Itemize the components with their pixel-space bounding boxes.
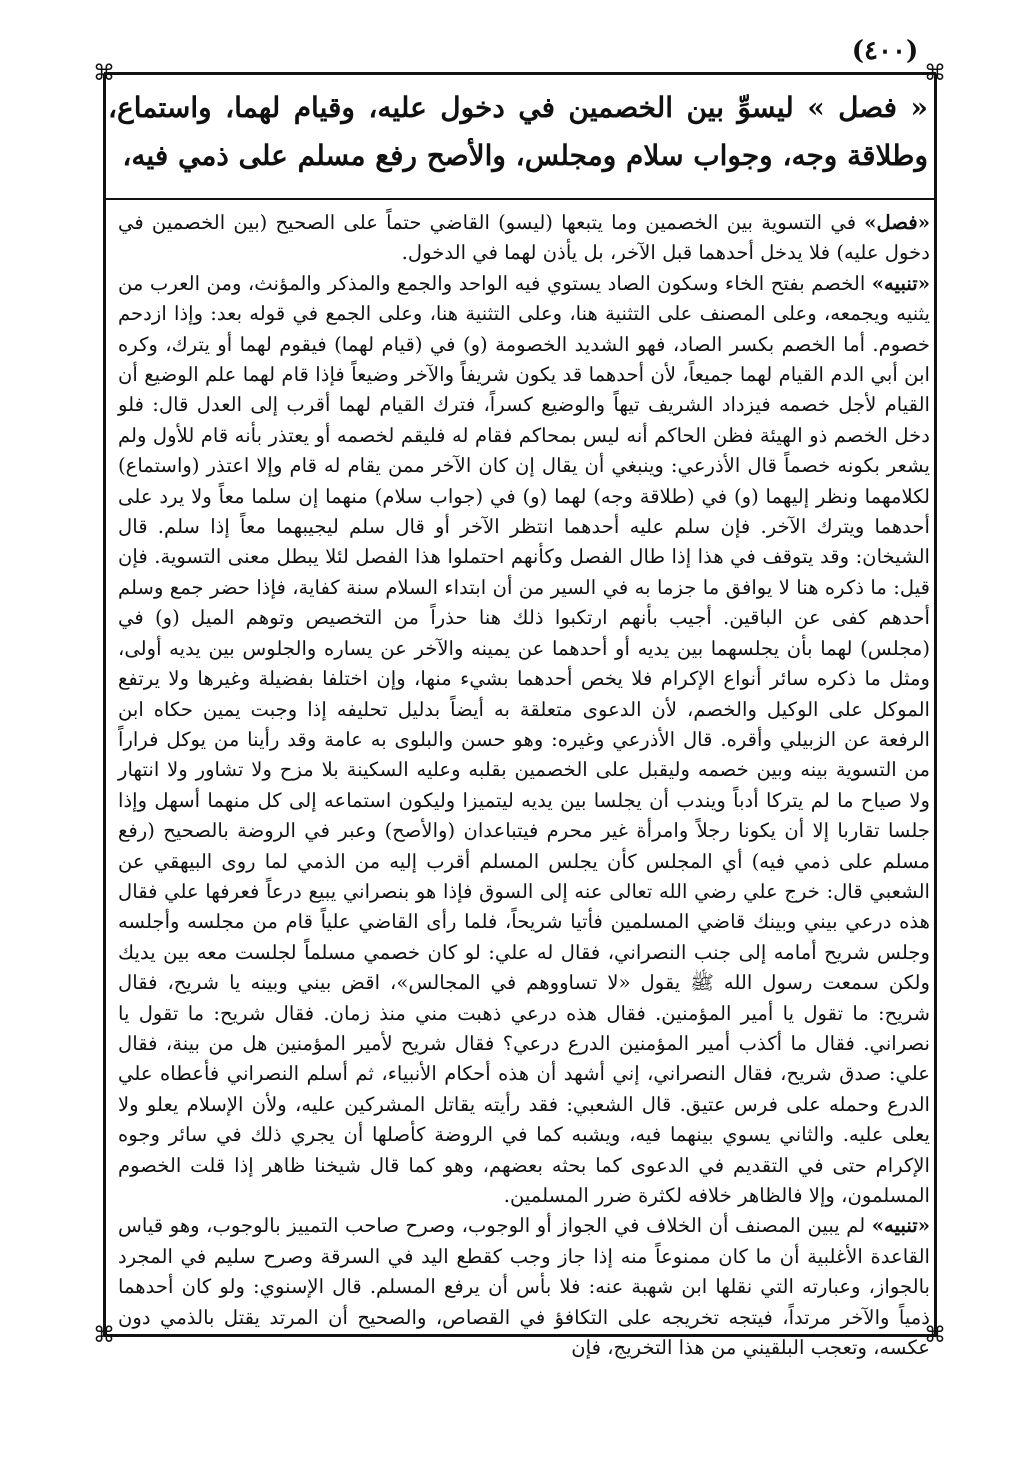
sharh-paragraph-3 <box>118 1211 930 1363</box>
frame-right-rule <box>934 74 937 1336</box>
paragraph-text: الخصم بفتح الخاء وسكون الصاد يستوي فيه الواحد والجمع والمذكر والمؤنث، ومن العرب من يثنيه ويجمعه، وعلى المصنف على التثنية هنا، وعلى التثنية هنا، وعلى الجمع في قوله بعد: وإذا ازدحم خصوم. أما الخصم بكسر الصاد، فهو الشديد الخصومة (و) في (قيام لهما) فيقوم لهما أو يترك، وكره ابن أبي الدم القيام لهما جميعاً، لأن أحدهما قد يكون شريفاً والآخر وضيعاً فإذا قام لهما علم الوضيع أن القيام لأجل خصمه فيزداد الشريف تيهاً والوضيع كسراً، فترك القيام لهما أقرب إلى العدل قال: فلو دخل الخصم ذو الهيئة فظن الحاكم أنه ليس بمحاكم فقام له فليقم لخصمه أو يعتذر بأنه قام للأول ولم يشعر بكونه خصماً قال الأذرعي: وينبغي أن يقال إن كان الآخر ممن يقام له قام وإلا اعتذر (واستماع) لكلامهما ونظر إليهما (و) في (طلاقة وجه) لهما (و) في (جواب سلام) منهما إن سلما معاً ولا يرد على أحدهما ويترك الآخر. فإن سلم عليه أحدهما انتظر الآخر أو قال سلم ليجيبهما معاً إذا سلم. قال الشيخان: وقد يتوقف في هذا إذا طال الفصل وكأنهم احتملوا هذا الفصل لئلا يبطل معنى التسوية. فإن قيل: ما ذكره هنا لا يوافق ما جزما به في السير من أن ابتداء السلام سنة كفاية، فإذا حضر جمع وسلم أحدهم كفى عن الباقين. أجيب بأنهم ارتكبوا ذلك هنا حذراً من التخصيص وتوهم الميل (و) في (مجلس) لهما بأن يجلسهما بين يديه أو أحدهما عن يمينه والآخر عن يساره والجلوس بين يديه أولى، ومثل ما ذكره سائر أنواع الإكرام فلا يخص أحدهما بشيء منها، وإن اختلفا بفضيلة وغيرها ولا يرتفع الموكل على الوكيل والخصم، لأن الدعوى متعلقة به أيضاً بدليل تحليفه إذا وجبت يمين حكاه ابن الرفعة عن الزبيلي وأقره. قال الأذرعي وغيره: وهو حسن والبلوى به عامة وقد رأينا من يوكل فراراً من التسوية بينه وبين خصمه وليقبل على الخصمين بقلبه وعليه السكينة بلا مزح ولا تشاور ولا انتهار ولا صياح ما لم يتركا أدباً ويندب أن يجلسا بين يديه ليتميزا وليكون استماعه إلى كل منهما أسهل وإذا جلسا تقاربا إلا أن يكونا رجلاً وامرأة غير محرم فيتباعدان (والأصح) وعبر في الروضة بالصحيح (رفع مسلم على ذمي فيه) أي المجلس كأن يجلس المسلم أقرب إليه من الذمي لما روى البيهقي عن الشعبي قال: خرج علي رضي الله تعالى عنه إلى السوق فإذا هو بنصراني يبيع درعاً فعرفها علي فقال هذه درعي بيني وبينك قاضي المسلمين فأتيا شريحاً، فلما رأى القاضي علياً قام من مجلسه وأجلسه وجلس شريح أمامه إلى جنب النصراني، فقال له علي: لو كان خصمي مسلماً لجلست معه بين يديك ولكن سمعت رسول الله ﷺ يقول «لا تساووهم في المجالس»، اقض بيني وبينه يا شريح، فقال شريح: ما تقول يا أمير المؤمنين. فقال هذه درعي ذهبت مني منذ زمان. فقال شريح: ما تقول يا نصراني. فقال ما أكذب أمير المؤمنين الدرع درعي؟ فقال شريح لأمير المؤمنين هل من بينة، فقال علي: صدق شريح، فقال النصراني، إني أشهد أن هذه أحكام الأنبياء، ثم أسلم النصراني فأعطاه علي الدرع وحمله على فرس عتيق. قال الشعبي: فقد رأيته يقاتل المشركين عليه، ولأن الإسلام يعلو ولا يعلى عليه. والثاني يسوي بينهما فيه، ويشبه كما في الروضة كأصلها أن يجري ذلك في سائر وجوه الإكرام حتى في التقديم في الدعوى كما بحثه بعضهم، وهو كما قال شيخنا ظاهر إذا قلت الخصوم المسلمون، وإلا فالظاهر خلافه لكثرة ضرر المسلمين. <box>118 271 930 1207</box>
matn-heading: « فصل » <box>807 91 928 124</box>
matn-block <box>108 84 928 190</box>
paragraph-text: في التسوية بين الخصمين وما يتبعها (ليسو) القاضي حتماً على الصحيح (بين الخصمين في دخول عليه) فلا يدخل أحدهما قبل الآخر، بل يأذن لهما في الدخول. <box>118 211 930 265</box>
sharh-block <box>118 208 930 1360</box>
paragraph-lead: «تنبيه» <box>871 271 930 295</box>
paragraph-text: لم يبين المصنف أن الخلاف في الجواز أو الوجوب، وصرح صاحب التمييز بالوجوب، وهو قياس القاعدة الأغلبية أن ما كان ممنوعاً منه إذا جاز وجب كقطع اليد في السرقة وصرح سليم في المجرد بالجواز، وعبارته التي نقلها ابن شهبة عنه: فلا بأس أن يرفع المسلم. قال الإسنوي: ولو كان أحدهما ذمياً والآخر مرتداً، فيتجه تخريجه على التكافؤ في القصاص، والصحيح أن المرتد يقتل بالذمي دون عكسه، وتعجب البلقيني من هذا التخريج، فإن <box>118 1214 930 1360</box>
paragraph-lead: «تنبيه» <box>871 1214 930 1238</box>
corner-ornament-bottom-left: ⌘ <box>93 1323 115 1348</box>
sharh-paragraph-2 <box>118 269 930 1212</box>
corner-ornament-bottom-right: ⌘ <box>924 1323 946 1348</box>
corner-ornament-top-left: ⌘ <box>93 61 115 86</box>
corner-ornament-top-right: ⌘ <box>924 61 946 86</box>
sharh-paragraph-1 <box>118 208 930 269</box>
frame-left-rule <box>103 74 106 1336</box>
frame-top-rule <box>104 72 936 75</box>
section-separator-rule <box>104 198 936 200</box>
page-number: (٤٠٠) <box>851 36 919 66</box>
matn-text: ليسوِّ بين الخصمين في دخول عليه، وقيام لهما، واستماع، وطلاقة وجه، وجواب سلام ومجلس، والأصح رفع مسلم على ذمي فيه، <box>108 91 928 172</box>
paragraph-lead: «فصل» <box>864 211 930 234</box>
